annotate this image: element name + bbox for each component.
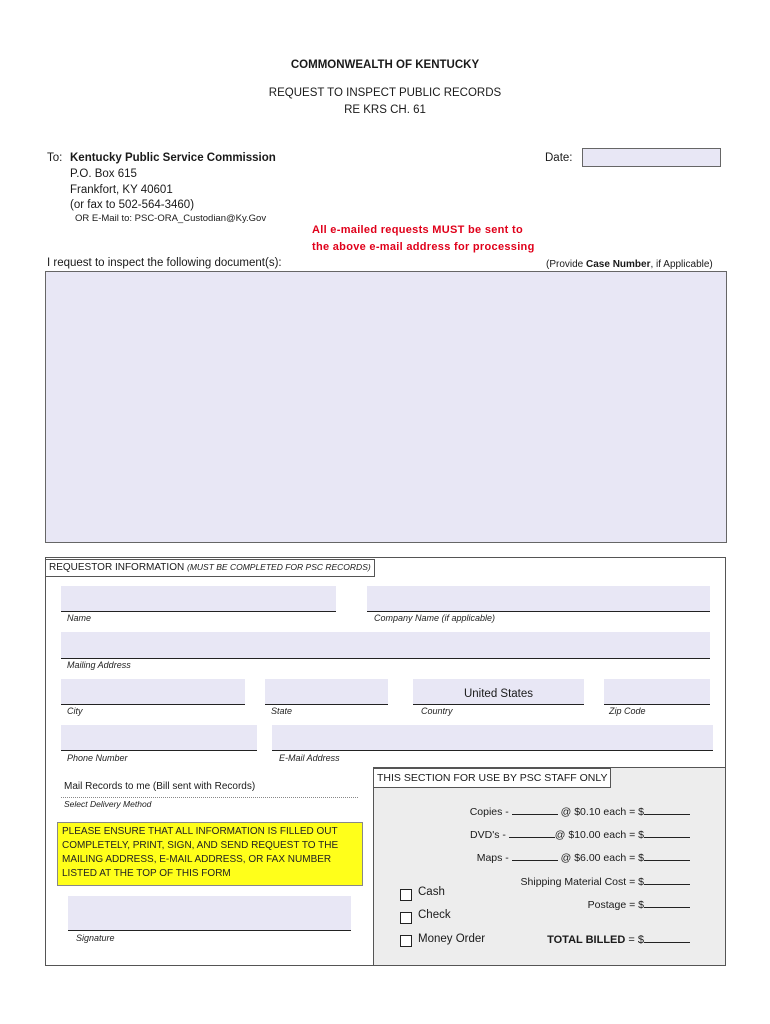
requestor-heading [45,559,375,577]
maps-each: each = $ [603,852,644,864]
date-label: Date: [545,152,573,164]
email-notice [312,222,535,255]
mailing-address-field[interactable] [61,632,710,659]
mailing-caption: Mailing Address [67,660,131,670]
total-eq: = $ [628,934,644,946]
cash-label: Cash [418,886,445,898]
shipping-blank [644,875,690,885]
maps-label: Maps - [476,852,509,864]
country-value: United States [463,688,534,700]
form-statute: RE KRS CH. 61 [344,104,426,116]
money-order-checkbox[interactable] [400,935,412,947]
staff-heading: THIS SECTION FOR USE BY PSC STAFF ONLY [373,768,611,788]
case-number-hint [546,259,713,270]
email-field[interactable] [272,725,713,751]
dvds-rate: @ $10.00 [554,829,601,841]
dvds-qty-blank [509,828,555,838]
name-field[interactable] [61,586,336,612]
form-title: COMMONWEALTH OF KENTUCKY [290,59,480,71]
to-label: To: [47,152,63,164]
request-label: I request to inspect the following document(s): [47,257,282,269]
maps-total-blank [644,851,690,861]
case-hint-suffix: , if Applicable) [650,259,713,270]
postage-label: Postage = $ [587,899,644,911]
copies-each: each = $ [603,806,644,818]
shipping-label: Shipping Material Cost = $ [520,876,644,888]
maps-row [370,851,690,864]
email-line: OR E-Mail to: PSC-ORA_Custodian@Ky.Gov [75,213,267,224]
delivery-value: Mail Records to me (Bill sent with Records) [64,781,256,792]
zip-field[interactable] [604,679,710,705]
email-notice-line1: All e-mailed requests MUST be sent to [312,224,523,236]
copies-label: Copies - [469,806,509,818]
email-caption: E-Mail Address [279,753,340,763]
city-line: Frankfort, KY 40601 [70,184,173,196]
date-field[interactable] [582,148,721,167]
state-caption: State [271,706,293,716]
company-field[interactable] [367,586,710,612]
copies-qty-blank [512,805,558,815]
total-label: TOTAL BILLED [547,934,626,946]
signature-field[interactable] [68,896,351,931]
instructions-notice: PLEASE ENSURE THAT ALL INFORMATION IS FILLED OUT COMPLETELY, PRINT, SIGN, AND SEND REQUEST TO THE MAILING ADDRESS, E-MAIL ADDRESS, OR FAX NUMBER LISTED AT THE TOP OF THIS FORM [57,822,363,886]
phone-caption: Phone Number [67,753,128,763]
maps-qty-blank [512,851,558,861]
country-select[interactable] [413,679,584,705]
delivery-caption: Select Delivery Method [64,799,152,809]
cash-checkbox[interactable] [400,889,412,901]
state-field[interactable] [265,679,388,705]
po-box: P.O. Box 615 [70,168,137,180]
copies-total-blank [644,805,690,815]
country-caption: Country [421,706,453,716]
phone-field[interactable] [61,725,257,751]
case-hint-bold: Case Number [586,259,651,270]
check-checkbox[interactable] [400,912,412,924]
city-field[interactable] [61,679,245,705]
requestor-note: (MUST BE COMPLETED FOR PSC RECORDS) [186,562,371,572]
dvds-total-blank [644,828,690,838]
city-caption: City [67,706,83,716]
dvds-each: each = $ [603,829,644,841]
company-caption: Company Name (if applicable) [374,613,496,623]
money-order-label: Money Order [418,933,486,945]
email-notice-line2: the above e-mail address for processing [312,240,535,253]
copies-row [370,805,690,818]
dvds-row [370,828,690,841]
total-blank [644,933,690,943]
delivery-method-select[interactable] [61,772,358,798]
copies-rate: @ $0.10 [560,806,601,818]
check-label: Check [418,909,451,921]
dvds-label: DVD's - [470,829,506,841]
fax-line: (or fax to 502-564-3460) [70,199,195,211]
postage-blank [644,898,690,908]
requestor-title: REQUESTOR INFORMATION [49,562,185,573]
agency-name: Kentucky Public Service Commission [70,152,276,164]
name-caption: Name [67,613,92,623]
maps-rate: @ $6.00 [560,852,601,864]
form-subtitle: REQUEST TO INSPECT PUBLIC RECORDS [268,87,502,99]
signature-caption: Signature [76,933,115,943]
case-hint-prefix: (Provide [546,259,587,270]
documents-textarea[interactable] [45,271,727,543]
zip-caption: Zip Code [609,706,646,716]
